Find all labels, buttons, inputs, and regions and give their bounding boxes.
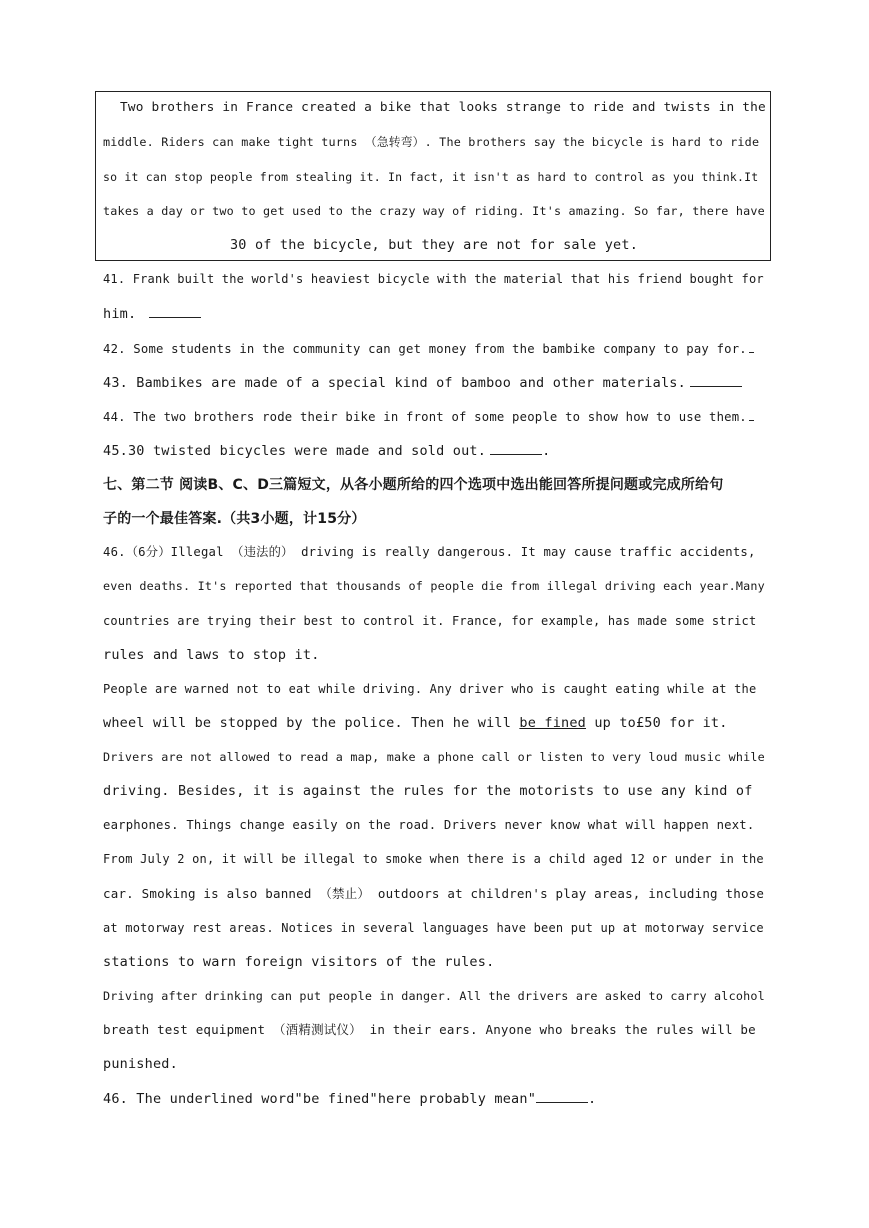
box-line: 30 of the bicycle, but they are not for sale yet. xyxy=(229,237,639,253)
question-43 xyxy=(103,373,765,392)
question-41-cont xyxy=(103,304,765,323)
answer-blank[interactable] xyxy=(690,373,742,387)
question-42 xyxy=(103,339,765,358)
answer-blank[interactable] xyxy=(490,441,542,455)
punctuation: . xyxy=(588,1091,597,1107)
passage-line: Driving after drinking can put people in danger. All the drivers are asked to carry alcohol xyxy=(103,989,765,1003)
box-line: Two brothers in France created a bike that looks strange to ride and twists in the xyxy=(120,100,766,115)
passage-line: driving. Besides, it is against the rules for the motorists to use any kind of xyxy=(103,783,753,799)
passage-line: earphones. Things change easily on the road. Drivers never know what will happen next. xyxy=(103,818,755,832)
passage-line: even deaths. It's reported that thousands of people die from illegal driving each year.Many xyxy=(103,579,765,593)
passage-line: stations to warn foreign visitors of the rules. xyxy=(103,954,495,970)
answer-blank[interactable] xyxy=(536,1089,588,1103)
question-text: him. xyxy=(103,306,137,322)
answer-blank[interactable] xyxy=(149,304,201,318)
question-text: 45.30 twisted bicycles were made and sold out. xyxy=(103,443,487,459)
passage-line: rules and laws to stop it. xyxy=(103,647,320,663)
passage-line: countries are trying their best to control it. France, for example, has made some strict xyxy=(103,614,757,628)
text: up to£50 for it. xyxy=(586,715,728,731)
box-line: middle. Riders can make tight turns （急转弯）. The brothers say the bicycle is hard to ride xyxy=(103,135,760,149)
passage-line: Drivers are not allowed to read a map, make a phone call or listen to very loud music while xyxy=(103,750,765,764)
passage-line: From July 2 on, it will be illegal to smoke when there is a child aged 12 or under in the xyxy=(103,852,764,866)
passage-line: car. Smoking is also banned （禁止） outdoors at children's play areas, including those xyxy=(103,886,765,901)
passage-line: punished. xyxy=(103,1056,178,1072)
underlined-phrase: be fined xyxy=(519,715,587,731)
question-text: 44. The two brothers rode their bike in front of some people to show how to use them. xyxy=(103,410,747,424)
answer-blank[interactable] xyxy=(749,407,754,421)
section-heading: 七、第二节 阅读B、C、D三篇短文，从各小题所给的四个选项中选出能回答所提问题或完成所给句 xyxy=(103,477,724,493)
question-text: 46. The underlined word"be fined"here probably mean" xyxy=(103,1091,537,1107)
passage-line: breath test equipment （酒精测试仪） in their ears. Anyone who breaks the rules will be xyxy=(103,1022,756,1037)
question-text: 43. Bambikes are made of a special kind of bamboo and other materials. xyxy=(103,375,686,391)
passage-line: at motorway rest areas. Notices in several languages have been put up at motorway service xyxy=(103,921,764,935)
passage-line: People are warned not to eat while driving. Any driver who is caught eating while at the xyxy=(103,682,757,696)
box-line: so it can stop people from stealing it. In fact, it isn't as hard to control as you think.It xyxy=(103,170,759,184)
question-44 xyxy=(103,407,765,426)
punctuation: . xyxy=(542,443,551,459)
text: wheel will be stopped by the police. Then he will xyxy=(103,715,520,731)
passage-line xyxy=(103,714,765,732)
answer-blank[interactable] xyxy=(749,339,754,353)
section-heading: 子的一个最佳答案.（共3小题，计15分） xyxy=(103,511,366,527)
passage-line: 46.（6分）Illegal （违法的） driving is really dangerous. It may cause traffic accidents, xyxy=(103,545,756,559)
box-line: takes a day or two to get used to the crazy way of riding. It's amazing. So far, there have xyxy=(103,204,765,218)
question-45 xyxy=(103,441,765,460)
question-41: 41. Frank built the world's heaviest bicycle with the material that his friend bought for xyxy=(103,272,764,286)
question-46 xyxy=(103,1089,765,1108)
question-text: 42. Some students in the community can get money from the bambike company to pay for. xyxy=(103,342,747,356)
